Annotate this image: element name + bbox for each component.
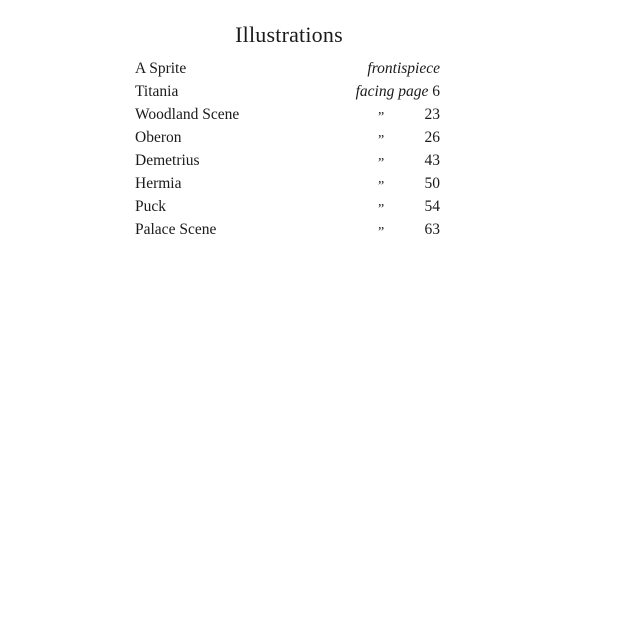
list-item [135,80,440,103]
ditto-mark: ” [378,133,384,148]
list-item [135,195,440,218]
facing-page-label: facing page [355,83,429,100]
page-number: 23 [424,106,440,123]
illustration-location: frontispiece [367,60,440,77]
page-title: Illustrations [235,22,343,47]
ditto-mark: ” [378,110,384,125]
list-item [135,149,440,172]
illustration-name: A Sprite [135,60,187,77]
list-item [135,126,440,149]
page-number: 6 [432,83,440,100]
illustration-name: Woodland Scene [135,106,240,123]
ditto-mark: ” [378,156,384,171]
illustration-name: Palace Scene [135,221,217,238]
illustration-name: Demetrius [135,152,200,169]
ditto-mark: ” [378,225,384,240]
illustration-location [356,80,440,103]
illustration-name: Oberon [135,129,182,146]
illustrations-list [135,57,440,241]
ditto-mark: ” [378,179,384,194]
list-item [135,103,440,126]
list-item [135,218,440,241]
ditto-mark: ” [378,202,384,217]
page-number: 26 [424,129,440,146]
page-number: 43 [424,152,440,169]
list-item [135,57,440,80]
page-number: 54 [424,198,440,215]
illustration-name: Titania [135,83,179,100]
illustration-name: Puck [135,198,166,215]
page-number: 50 [424,175,440,192]
page-number: 63 [424,221,440,238]
illustration-name: Hermia [135,175,182,192]
list-item [135,172,440,195]
